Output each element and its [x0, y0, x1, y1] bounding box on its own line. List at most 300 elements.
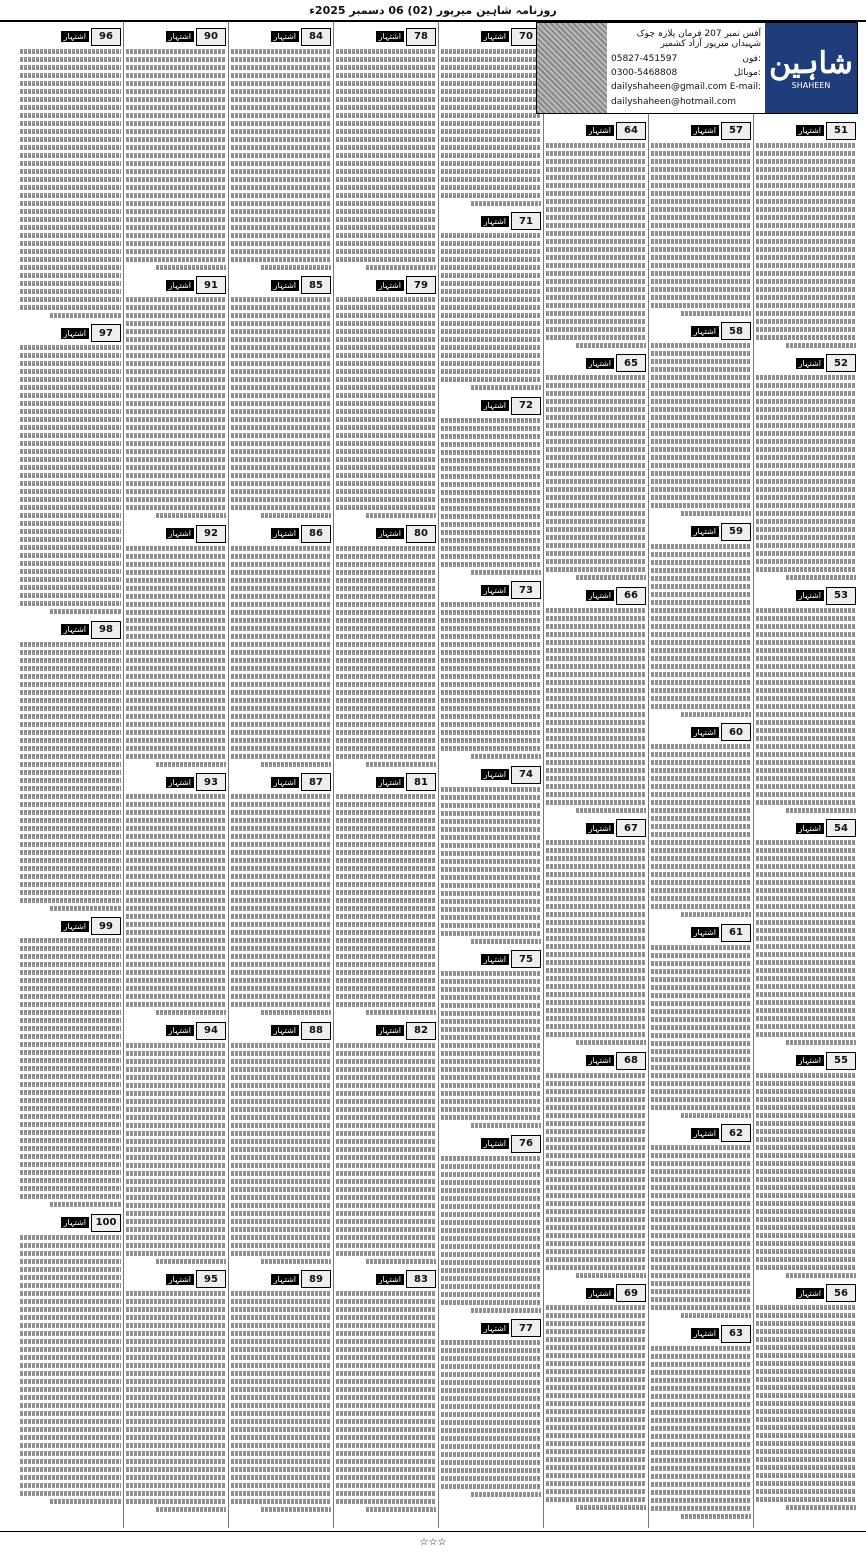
- notice-item: [126, 521, 226, 767]
- text-line: [126, 1155, 226, 1160]
- text-line: [756, 295, 856, 300]
- text-line: [336, 834, 436, 839]
- text-line: [231, 225, 331, 230]
- text-line: [546, 335, 646, 340]
- text-line: [20, 297, 121, 302]
- text-line: [20, 601, 121, 606]
- text-line: [756, 535, 856, 540]
- notice-tag: اشتہار: [691, 526, 719, 537]
- notice-number: 94: [196, 1022, 226, 1040]
- text-line: [336, 369, 436, 374]
- text-line: [336, 1155, 436, 1160]
- text-line: [756, 1121, 856, 1126]
- text-line: [756, 319, 856, 324]
- text-line: [231, 217, 331, 222]
- notice-tag: اشتہار: [271, 1274, 299, 1285]
- text-line: [651, 407, 751, 412]
- text-line: [336, 1219, 436, 1224]
- text-line: [126, 425, 226, 430]
- text-line: [546, 1217, 646, 1222]
- text-line: [20, 1459, 121, 1464]
- text-line: [20, 497, 121, 502]
- text-line: [651, 183, 751, 188]
- notice-item: [336, 770, 436, 1016]
- notice-item: [441, 24, 541, 206]
- text-line: [651, 560, 751, 565]
- text-line: [126, 1203, 226, 1208]
- text-line: [126, 65, 226, 70]
- text-line: [20, 1467, 121, 1472]
- text-line: [336, 1171, 436, 1176]
- notice-tag: اشتہار: [61, 328, 89, 339]
- text-line: [441, 1468, 541, 1473]
- text-line: [651, 616, 751, 621]
- notice-tag: اشتہار: [481, 1323, 509, 1334]
- text-line: [20, 1138, 121, 1143]
- text-line: [20, 185, 121, 190]
- notice-number: 56: [826, 1284, 856, 1302]
- text-line: [546, 1377, 646, 1382]
- text-line: [336, 473, 436, 478]
- text-line: [756, 696, 856, 701]
- text-line: [441, 466, 541, 471]
- text-line: [231, 1139, 331, 1144]
- text-line: [20, 377, 121, 382]
- text-line: [20, 577, 121, 582]
- text-line: [336, 321, 436, 326]
- text-line: [651, 359, 751, 364]
- notice-item: [20, 617, 121, 911]
- text-line: [231, 634, 331, 639]
- text-line: [651, 351, 751, 356]
- text-line: [441, 875, 541, 880]
- text-line: [651, 993, 751, 998]
- text-line: [156, 762, 226, 767]
- text-line: [651, 431, 751, 436]
- text-line: [546, 1481, 646, 1486]
- page-footer: ☆☆☆: [0, 1531, 866, 1552]
- text-line: [651, 816, 751, 821]
- text-line: [546, 1113, 646, 1118]
- text-line: [20, 1347, 121, 1352]
- text-line: [651, 223, 751, 228]
- text-line: [756, 1177, 856, 1182]
- text-line: [20, 850, 121, 855]
- text-line: [651, 640, 751, 645]
- text-line: [651, 969, 751, 974]
- text-line: [441, 1396, 541, 1401]
- text-line: [756, 415, 856, 420]
- text-line: [441, 434, 541, 439]
- text-line: [651, 1450, 751, 1455]
- text-line: [756, 143, 856, 148]
- text-line: [20, 201, 121, 206]
- text-line: [756, 407, 856, 412]
- text-line: [441, 506, 541, 511]
- text-line: [20, 537, 121, 542]
- text-line: [126, 874, 226, 879]
- text-line: [651, 463, 751, 468]
- text-line: [126, 690, 226, 695]
- text-line: [651, 447, 751, 452]
- text-line: [441, 177, 541, 182]
- notice-item: [231, 24, 331, 270]
- text-line: [231, 465, 331, 470]
- text-line: [231, 449, 331, 454]
- text-line: [20, 345, 121, 350]
- text-line: [651, 263, 751, 268]
- text-line: [336, 1139, 436, 1144]
- text-line: [20, 754, 121, 759]
- text-line: [126, 161, 226, 166]
- text-line: [336, 137, 436, 142]
- text-line: [756, 704, 856, 709]
- text-line: [441, 426, 541, 431]
- text-line: [126, 722, 226, 727]
- text-line: [651, 1362, 751, 1367]
- text-line: [231, 377, 331, 382]
- text-line: [231, 1099, 331, 1104]
- text-line: [546, 1201, 646, 1206]
- text-line: [651, 1386, 751, 1391]
- text-line: [231, 890, 331, 895]
- ad-column: [753, 22, 858, 1528]
- text-line: [126, 1083, 226, 1088]
- text-line: [336, 329, 436, 334]
- text-line: [231, 137, 331, 142]
- text-line: [756, 800, 856, 805]
- notice-tag: اشتہار: [271, 777, 299, 788]
- text-line: [231, 626, 331, 631]
- text-line: [336, 401, 436, 406]
- text-line: [231, 650, 331, 655]
- text-line: [546, 423, 646, 428]
- text-line: [231, 185, 331, 190]
- text-line: [546, 151, 646, 156]
- notice-item: [336, 1018, 436, 1264]
- text-line: [20, 1299, 121, 1304]
- text-line: [441, 738, 541, 743]
- text-line: [756, 551, 856, 556]
- text-line: [756, 720, 856, 725]
- notice-tag: اشتہار: [586, 823, 614, 834]
- text-line: [651, 1402, 751, 1407]
- text-line: [546, 1433, 646, 1438]
- notice-item: [336, 24, 436, 270]
- text-line: [336, 754, 436, 759]
- text-line: [651, 1161, 751, 1166]
- text-line: [441, 153, 541, 158]
- text-line: [546, 728, 646, 733]
- text-line: [546, 463, 646, 468]
- text-line: [336, 497, 436, 502]
- text-line: [756, 680, 856, 685]
- text-line: [50, 1499, 121, 1504]
- text-line: [336, 105, 436, 110]
- text-line: [231, 1243, 331, 1248]
- text-line: [546, 247, 646, 252]
- text-line: [756, 1265, 856, 1270]
- notice-tag: اشتہار: [691, 1328, 719, 1339]
- notice-item: [231, 1267, 331, 1513]
- text-line: [756, 375, 856, 380]
- text-line: [756, 1361, 856, 1366]
- text-line: [20, 1002, 121, 1007]
- notice-item: [651, 920, 751, 1118]
- text-line: [441, 546, 541, 551]
- text-line: [20, 353, 121, 358]
- text-line: [546, 1449, 646, 1454]
- text-line: [336, 1467, 436, 1472]
- text-line: [126, 890, 226, 895]
- text-line: [756, 880, 856, 885]
- text-line: [756, 616, 856, 621]
- text-line: [441, 450, 541, 455]
- notice-item: [546, 118, 646, 348]
- text-line: [336, 722, 436, 727]
- text-line: [231, 1483, 331, 1488]
- text-line: [651, 1089, 751, 1094]
- text-line: [756, 271, 856, 276]
- text-line: [20, 1034, 121, 1039]
- notice-tag: اشتہار: [691, 326, 719, 337]
- text-line: [756, 1337, 856, 1342]
- text-line: [546, 640, 646, 645]
- text-line: [471, 385, 541, 390]
- text-line: [651, 495, 751, 500]
- text-line: [651, 824, 751, 829]
- notice-item: [20, 24, 121, 318]
- text-line: [20, 834, 121, 839]
- text-line: [786, 808, 856, 813]
- text-line: [756, 1024, 856, 1029]
- text-line: [231, 337, 331, 342]
- text-line: [20, 1186, 121, 1191]
- text-line: [261, 513, 331, 518]
- text-line: [126, 1379, 226, 1384]
- text-line: [336, 1059, 436, 1064]
- text-line: [20, 553, 121, 558]
- text-line: [441, 995, 541, 1000]
- text-line: [336, 594, 436, 599]
- text-line: [20, 209, 121, 214]
- text-line: [126, 946, 226, 951]
- text-line: [20, 481, 121, 486]
- text-line: [756, 383, 856, 388]
- text-line: [441, 562, 541, 567]
- text-line: [546, 535, 646, 540]
- text-line: [20, 97, 121, 102]
- text-line: [126, 505, 226, 510]
- text-line: [756, 1201, 856, 1206]
- text-line: [20, 674, 121, 679]
- text-line: [651, 1017, 751, 1022]
- text-line: [546, 471, 646, 476]
- notice-tag: اشتہار: [796, 823, 824, 834]
- text-line: [126, 1211, 226, 1216]
- text-line: [546, 896, 646, 901]
- text-line: [756, 656, 856, 661]
- notice-tag: اشتہار: [376, 528, 404, 539]
- notice-number: 67: [616, 819, 646, 837]
- text-line: [546, 415, 646, 420]
- text-line: [441, 185, 541, 190]
- text-line: [441, 787, 541, 792]
- text-line: [20, 778, 121, 783]
- text-line: [546, 1313, 646, 1318]
- text-line: [231, 1387, 331, 1392]
- text-line: [681, 311, 751, 316]
- text-line: [336, 698, 436, 703]
- notice-tag: اشتہار: [61, 921, 89, 932]
- notice-tag: اشتہار: [376, 280, 404, 291]
- text-line: [336, 546, 436, 551]
- text-line: [546, 920, 646, 925]
- text-line: [336, 1123, 436, 1128]
- text-line: [441, 626, 541, 631]
- text-line: [336, 505, 436, 510]
- contact-info: آفس نمبر 207 فرمان پلازہ چوک شہیداں میرپور آزاد کشمیر 05827-451597 فون: 0300-5468808 موبائل: dailyshaheen@gmail.com E-mail: dailyshaheen@hotmail.com: [611, 29, 761, 107]
- text-line: [546, 1321, 646, 1326]
- text-line: [126, 433, 226, 438]
- text-line: [231, 1187, 331, 1192]
- text-line: [651, 953, 751, 958]
- text-line: [126, 754, 226, 759]
- text-line: [441, 1412, 541, 1417]
- text-line: [336, 313, 436, 318]
- text-line: [651, 760, 751, 765]
- text-line: [651, 423, 751, 428]
- text-line: [231, 89, 331, 94]
- text-line: [756, 1257, 856, 1262]
- text-line: [651, 215, 751, 220]
- notice-tag: اشتہار: [481, 769, 509, 780]
- notice-number: 86: [301, 525, 331, 543]
- text-line: [20, 1315, 121, 1320]
- text-line: [441, 883, 541, 888]
- text-line: [231, 1459, 331, 1464]
- text-line: [756, 287, 856, 292]
- text-line: [336, 441, 436, 446]
- text-line: [336, 1299, 436, 1304]
- text-line: [126, 746, 226, 751]
- text-line: [231, 369, 331, 374]
- text-line: [126, 401, 226, 406]
- notice-item: [756, 816, 856, 1046]
- text-line: [756, 840, 856, 845]
- notice-item: [336, 273, 436, 519]
- text-line: [441, 1019, 541, 1024]
- text-line: [20, 722, 121, 727]
- notice-item: [126, 1018, 226, 1264]
- text-line: [756, 223, 856, 228]
- text-line: [126, 1147, 226, 1152]
- text-line: [231, 914, 331, 919]
- text-line: [651, 295, 751, 300]
- text-line: [651, 696, 751, 701]
- text-line: [336, 1443, 436, 1448]
- text-line: [756, 151, 856, 156]
- notice-item: [651, 1121, 751, 1319]
- text-line: [336, 201, 436, 206]
- text-line: [651, 503, 751, 508]
- text-line: [20, 417, 121, 422]
- text-line: [756, 1145, 856, 1150]
- text-line: [546, 960, 646, 965]
- text-line: [756, 1393, 856, 1398]
- notice-number: 78: [406, 28, 436, 46]
- text-line: [546, 263, 646, 268]
- text-line: [756, 776, 856, 781]
- text-line: [231, 401, 331, 406]
- text-line: [20, 642, 121, 647]
- text-line: [336, 305, 436, 310]
- text-line: [441, 811, 541, 816]
- text-line: [336, 1451, 436, 1456]
- text-line: [20, 57, 121, 62]
- text-line: [336, 377, 436, 382]
- text-line: [20, 794, 121, 799]
- text-line: [20, 473, 121, 478]
- text-line: [756, 1185, 856, 1190]
- text-line: [366, 265, 436, 270]
- text-line: [576, 1273, 646, 1278]
- text-line: [231, 1195, 331, 1200]
- text-line: [20, 1363, 121, 1368]
- text-line: [231, 1435, 331, 1440]
- text-line: [231, 329, 331, 334]
- text-line: [231, 249, 331, 254]
- text-line: [546, 1257, 646, 1262]
- text-line: [651, 1346, 751, 1351]
- text-line: [441, 321, 541, 326]
- text-line: [756, 207, 856, 212]
- text-line: [786, 343, 856, 348]
- text-line: [231, 610, 331, 615]
- text-line: [651, 1281, 751, 1286]
- text-line: [546, 608, 646, 613]
- text-line: [651, 1490, 751, 1495]
- text-line: [126, 1115, 226, 1120]
- text-line: [336, 1419, 436, 1424]
- text-line: [546, 375, 646, 380]
- text-line: [20, 714, 121, 719]
- text-line: [651, 367, 751, 372]
- text-line: [546, 1121, 646, 1126]
- notice-number: 58: [721, 322, 751, 340]
- text-line: [336, 185, 436, 190]
- text-line: [336, 954, 436, 959]
- text-line: [336, 586, 436, 591]
- text-line: [546, 143, 646, 148]
- text-line: [441, 1164, 541, 1169]
- text-line: [20, 505, 121, 510]
- text-line: [651, 544, 751, 549]
- text-line: [441, 634, 541, 639]
- text-line: [126, 185, 226, 190]
- text-line: [786, 575, 856, 580]
- text-line: [231, 1091, 331, 1096]
- text-line: [546, 1008, 646, 1013]
- text-line: [441, 746, 541, 751]
- text-line: [20, 1491, 121, 1496]
- text-line: [441, 369, 541, 374]
- text-line: [126, 1051, 226, 1056]
- text-line: [231, 73, 331, 78]
- ad-column: [228, 22, 333, 1528]
- text-line: [20, 161, 121, 166]
- text-line: [441, 1268, 541, 1273]
